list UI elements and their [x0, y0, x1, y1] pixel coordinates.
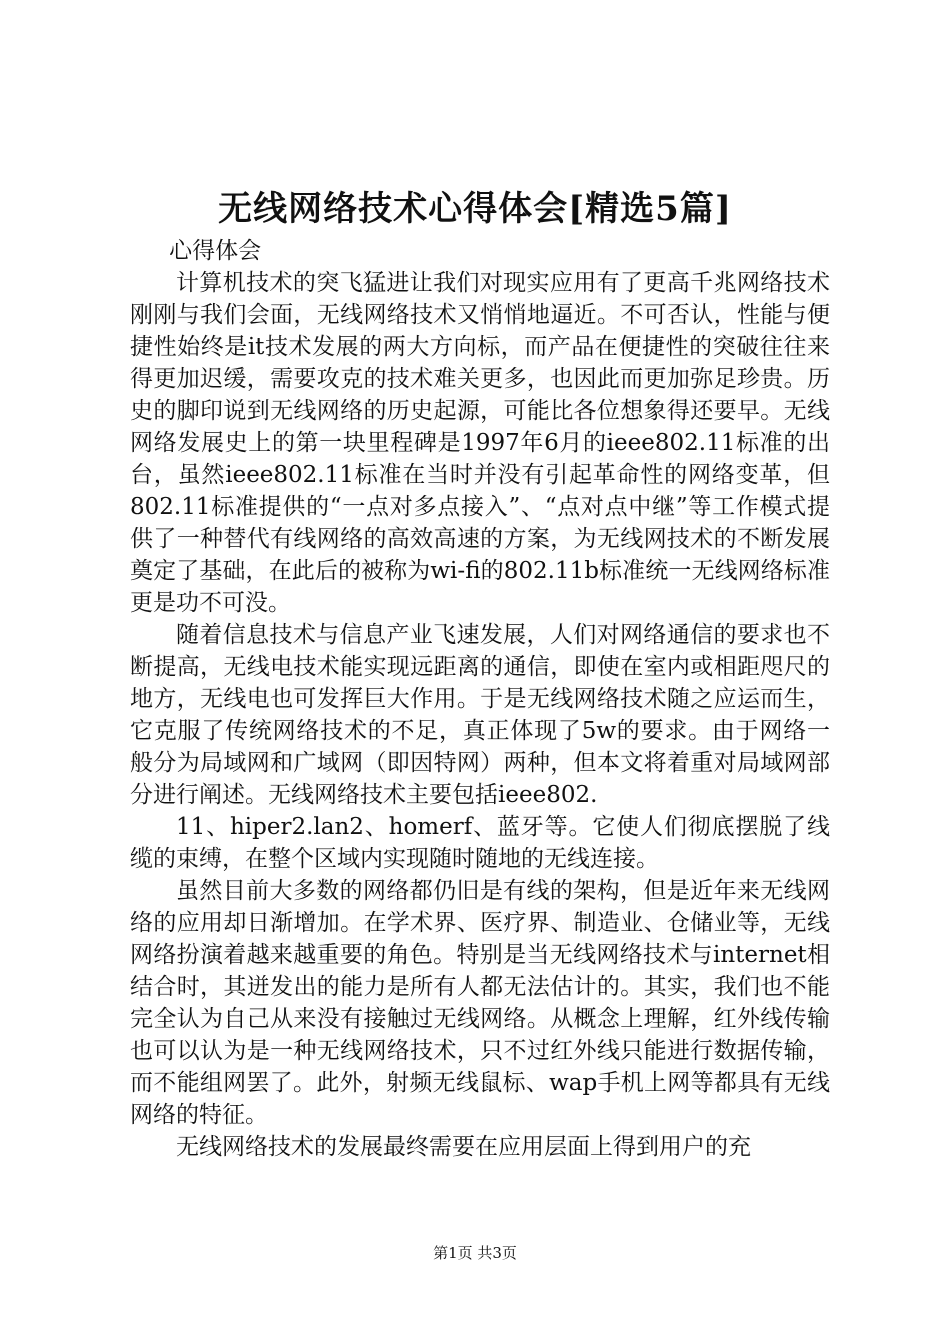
page-number-footer: 第1页 共3页: [433, 1244, 517, 1262]
paragraph: 无线网络技术的发展最终需要在应用层面上得到用户的充: [176, 1134, 751, 1160]
paragraph: 11、hiper2.lan2、homerf、蓝牙等。它使人们彻底摆脱了线缆的束缚，在整个区域内实现随时随地的无线连接。: [130, 814, 830, 872]
document-title: 无线网络技术心得体会[精选5篇]: [218, 189, 732, 229]
paragraph: 虽然目前大多数的网络都仍旧是有线的架构，但是近年来无线网络的应用却日渐增加。在学术界、医疗界、制造业、仓储业等，无线网络扮演着越来越重要的角色。特别是当无线网络技术与internet相结合时，其迸发出的能力是所有人都无法估计的。其实，我们也不能完全认为自己从来没有接触过无线网络。从概念上理解，红外线传输也可以认为是一种无线网络技术，只不过红外线只能进行数据传输，而不能组网罢了。此外，射频无线鼠标、wap手机上网等都具有无线网络的特征。: [130, 878, 830, 1128]
paragraph: 随着信息技术与信息产业飞速发展，人们对网络通信的要求也不断提高，无线电技术能实现远距离的通信，即使在室内或相距咫尺的地方，无线电也可发挥巨大作用。于是无线网络技术随之应运而生，它克服了传统网络技术的不足，真正体现了5w的要求。由于网络一般分为局域网和广域网（即因特网）两种，但本文将着重对局域网部分进行阐述。无线网络技术主要包括ieee802.: [130, 622, 830, 808]
paragraph: 计算机技术的突飞猛进让我们对现实应用有了更高千兆网络技术刚刚与我们会面，无线网络技术又悄悄地逼近。不可否认，性能与便捷性始终是it技术发展的两大方向标，而产品在便捷性的突破往往来得更加迟缓，需要攻克的技术难关更多，也因此而更加弥足珍贵。历史的脚印说到无线网络的历史起源，可能比各位想象得还要早。无线网络发展史上的第一块里程碑是1997年6月的ieee802.11标准的出台，虽然ieee802.11标准在当时并没有引起革命性的网络变革，但802.11标准提供的“一点对多点接入”、“点对点中继”等工作模式提供了一种替代有线网络的高效高速的方案，为无线网技术的不断发展奠定了基础，在此后的被称为wi-fi的802.11b标准统一无线网络标准更是功不可没。: [130, 270, 830, 616]
section-heading: 心得体会: [169, 238, 262, 264]
document-body: [130, 235, 830, 1163]
